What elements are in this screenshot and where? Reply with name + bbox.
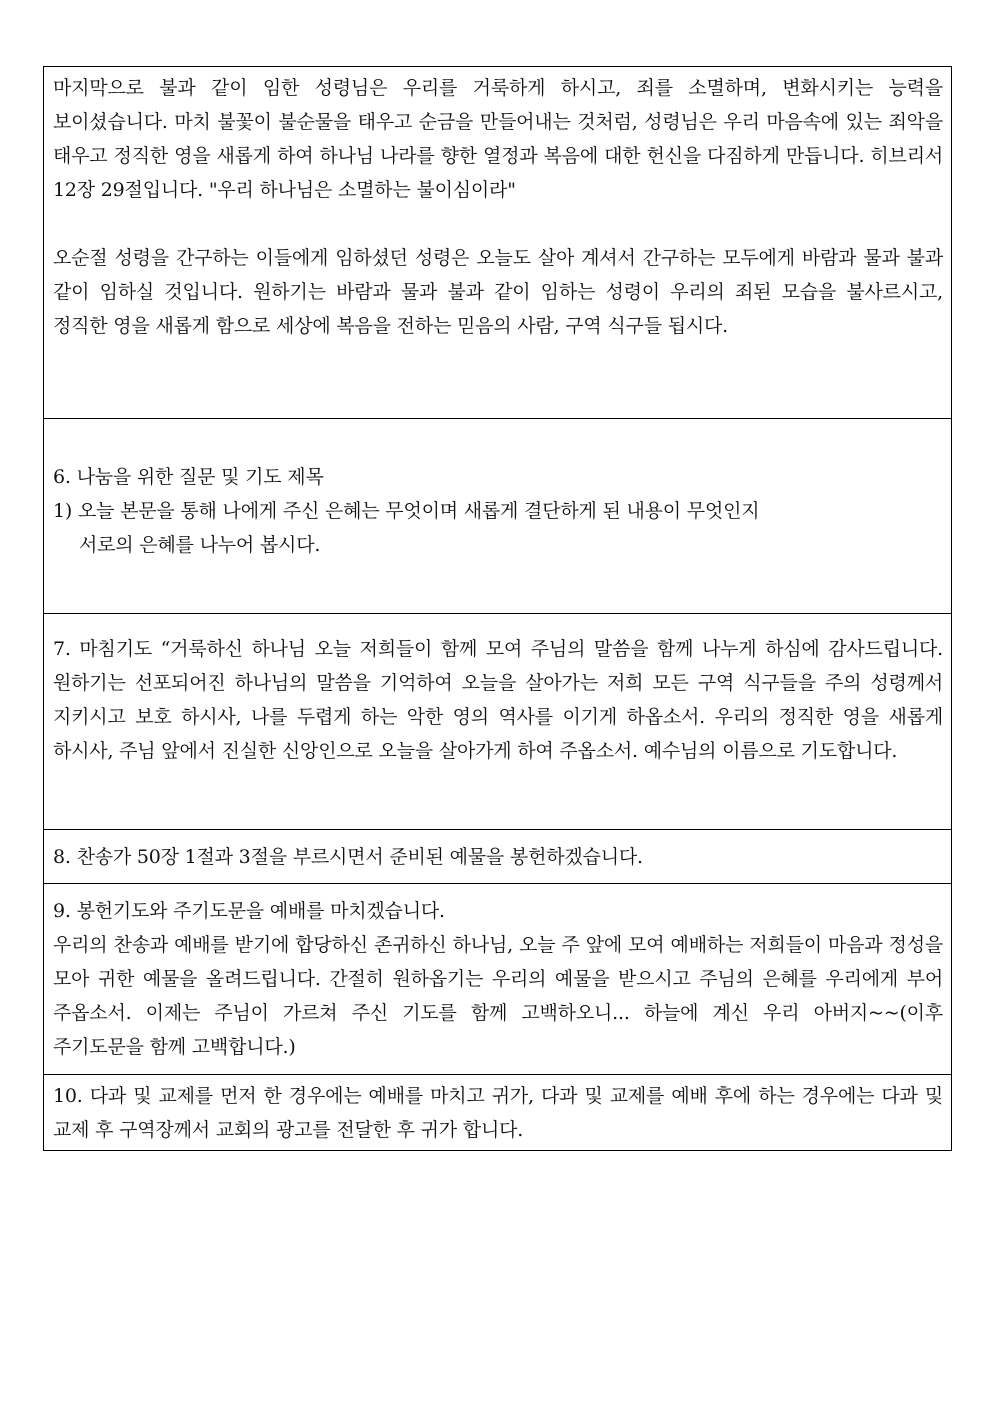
section6-title: 6. 나눔을 위한 질문 및 기도 제목 bbox=[53, 466, 324, 488]
sermon-conclusion-cell bbox=[43, 66, 952, 419]
question-1-line-2: 서로의 은혜를 나누어 봅시다. bbox=[79, 534, 321, 556]
fellowship-text: 10. 다과 및 교제를 먼저 한 경우에는 예배를 마치고 귀가, 다과 및 교제를 예배 후에 하는 경우에는 다과 및 교제 후 구역장께서 교회의 광고를 전달한 후 귀가 합니다. bbox=[53, 1085, 943, 1141]
offering-prayer-text: 우리의 찬송과 예배를 받기에 합당하신 존귀하신 하나님, 오늘 주 앞에 모여 예배하는 저희들이 마음과 정성을 모아 귀한 예물을 올려드립니다. 간절히 원하옵기는 우리의 예물을 받으시고 주님의 은혜를 우리에게 부어 주옵소서. 이제는 주님이 가르쳐 주신 기도를 함께 고백하오니... 하늘에 계신 우리 아버지~~(이후 주기도문을 함께 고백합니다.) bbox=[53, 934, 943, 1058]
hymn-offering-text: 8. 찬송가 50장 1절과 3절을 부르시면서 준비된 예물을 봉헌하겠습니다. bbox=[53, 846, 643, 868]
paragraph-spacer bbox=[53, 207, 943, 241]
sermon-paragraph-2: 오순절 성령을 간구하는 이들에게 임하셨던 성령은 오늘도 살아 계셔서 간구하는 모두에게 바람과 물과 불과 같이 임하실 것입니다. 원하기는 바람과 물과 불과 같이 임하는 성령이 우리의 죄된 모습을 불사르시고, 정직한 영을 새롭게 함으로 세상에 복음을 전하는 믿음의 사람, 구역 식구들 됩시다. bbox=[53, 247, 943, 337]
section9-title: 9. 봉헌기도와 주기도문을 예배를 마치겠습니다. bbox=[53, 900, 445, 922]
closing-prayer-text: 7. 마침기도 “거룩하신 하나님 오늘 저희들이 함께 모여 주님의 말씀을 함께 나누게 하심에 감사드립니다. 원하기는 선포되어진 하나님의 말씀을 기억하여 오늘을 살아가는 저희 모든 구역 식구들을 주의 성령께서 지키시고 보호 하시사, 나를 두렵게 하는 악한 영의 역사를 이기게 하옵소서. 우리의 정직한 영을 새롭게 하시사, 주님 앞에서 진실한 신앙인으로 오늘을 살아가게 하여 주옵소서. 예수님의 이름으로 기도합니다. bbox=[53, 638, 943, 762]
sermon-paragraph-1: 마지막으로 불과 같이 임한 성령님은 우리를 거룩하게 하시고, 죄를 소멸하며, 변화시키는 능력을 보이셨습니다. 마치 불꽃이 불순물을 태우고 순금을 만들어내는 것처럼, 성령님은 우리 마음속에 있는 죄악을 태우고 정직한 영을 새롭게 하여 하나님 나라를 향한 열정과 복음에 대한 헌신을 다짐하게 만듭니다. 히브리서 12장 29절입니다. "우리 하나님은 소멸하는 불이심이라" bbox=[53, 77, 943, 201]
closing-prayer-cell bbox=[43, 614, 952, 830]
offering-prayer-cell bbox=[43, 884, 952, 1075]
hymn-offering-cell bbox=[43, 830, 952, 884]
question-1-line-1: 1) 오늘 본문을 통해 나에게 주신 은혜는 무엇이며 새롭게 결단하게 된 내용이 무엇인지 bbox=[53, 500, 760, 522]
fellowship-cell bbox=[43, 1075, 952, 1151]
worship-guide-table bbox=[43, 66, 952, 1151]
sharing-questions-cell bbox=[43, 419, 952, 614]
